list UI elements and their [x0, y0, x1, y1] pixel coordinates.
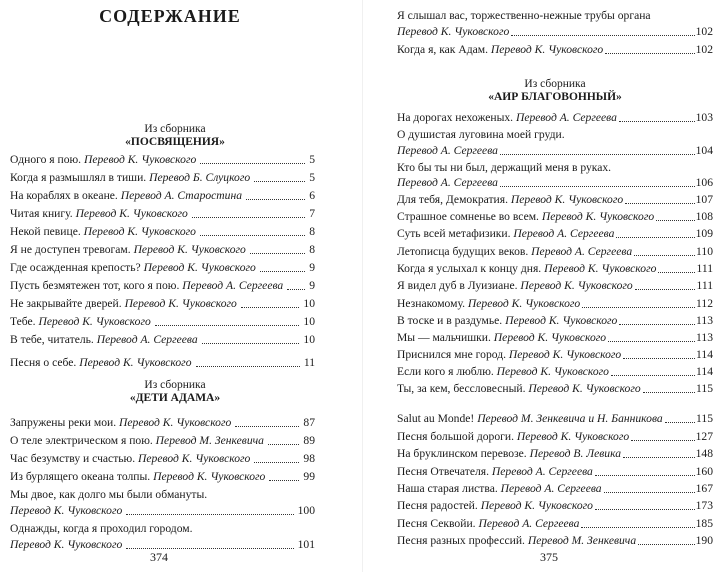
entry-title[interactable]: Однажды, когда я проходил городом. [10, 522, 193, 535]
entry-translator: Перевод А. Сергеева [96, 333, 198, 346]
toc-entry[interactable] [397, 429, 713, 445]
toc-entry[interactable] [10, 503, 315, 519]
toc-entry[interactable] [10, 332, 315, 348]
toc-entry[interactable] [10, 278, 315, 294]
leader-dots [287, 289, 305, 290]
toc-entry[interactable] [397, 143, 713, 159]
entry-page: 110 [696, 245, 713, 258]
entry-title[interactable]: Я слышал вас, торжественно-нежные трубы органа [397, 9, 651, 22]
entry-title: Я видел дуб в Луизиане. [397, 279, 518, 292]
entry-title: Песня разных профессий. [397, 534, 525, 547]
entry-title[interactable]: Кто бы ты ни был, держащий меня в руках. [397, 161, 612, 174]
entry-translator: Перевод К. Чуковского [143, 261, 256, 274]
right-page [363, 0, 725, 572]
leader-dots [126, 514, 293, 515]
leader-dots [611, 375, 695, 376]
entry-title: О теле электрическом я пою. [10, 434, 153, 447]
toc-entry[interactable] [397, 364, 713, 380]
entry-translator: Перевод К. Чуковского [133, 243, 246, 256]
toc-entry[interactable] [10, 224, 315, 240]
entry-translator: Перевод К. Чуковского [397, 25, 510, 38]
entry-translator: Перевод М. Зенкевича [527, 534, 637, 547]
entry-page: 107 [695, 193, 713, 206]
entry-translator: Перевод К. Чуковского [38, 315, 151, 328]
entry-translator: Перевод А. Сергеева [397, 144, 498, 157]
toc-entry[interactable] [397, 42, 713, 58]
entry-title: Час безумству и счастью. [10, 452, 136, 465]
section-from-label: Из сборника [144, 123, 206, 135]
page-number: 374 [150, 550, 168, 564]
section-title: «ДЕТИ АДАМА» [129, 392, 221, 404]
entry-translator: Перевод К. Чуковского [544, 262, 657, 275]
entry-title: Из бурлящего океана толпы. [10, 470, 151, 483]
leader-dots [605, 53, 694, 54]
entry-translator: Перевод К. Чуковского [496, 365, 609, 378]
entry-page: 8 [309, 243, 315, 256]
entry-page: 10 [303, 315, 315, 328]
leader-dots [619, 121, 695, 122]
toc-entry[interactable] [10, 415, 315, 431]
leader-dots [582, 307, 695, 308]
leader-dots [511, 35, 694, 36]
entry-page: 185 [695, 517, 713, 530]
entry-translator: Перевод М. Зенкевича [155, 434, 264, 447]
entry-title: Когда я услыхал к концу дня. [397, 262, 542, 275]
leader-dots [656, 220, 694, 221]
toc-entry[interactable] [10, 242, 315, 258]
entry-title: Наша старая листва. [397, 482, 498, 495]
toc-entry[interactable] [397, 498, 713, 514]
entry-title: Когда я размышлял в тиши. [10, 171, 147, 184]
entry-translator: Перевод К. Чуковского [541, 210, 655, 223]
entry-page: 173 [695, 499, 713, 512]
toc-entry[interactable] [397, 330, 713, 346]
leader-dots [200, 163, 305, 164]
entry-page: 127 [695, 430, 713, 443]
entry-page: 87 [303, 416, 315, 429]
toc-entry[interactable] [10, 170, 315, 186]
entry-page: 109 [695, 227, 713, 240]
entry-page: 8 [309, 225, 315, 238]
entry-page: 6 [309, 189, 315, 202]
entry-page: 11 [303, 356, 315, 369]
section-title: «ПОСВЯЩЕНИЯ» [125, 136, 225, 148]
entry-title: Незнакомому. [397, 297, 465, 310]
entry-title: Я не доступен тревогам. [10, 243, 131, 256]
entry-title: Одного я пою. [10, 153, 82, 166]
entry-page: 114 [696, 348, 713, 361]
entry-title: В тоске и в раздумье. [397, 314, 503, 327]
leader-dots [619, 324, 695, 325]
entry-translator: Перевод К. Чуковского [480, 499, 593, 512]
toc-entry[interactable] [397, 411, 713, 427]
entry-page: 113 [696, 331, 713, 344]
entry-page: 99 [303, 470, 315, 483]
entry-title: Когда я, как Адам. [397, 43, 488, 56]
entry-title: Песня Отвечателя. [397, 465, 489, 478]
leader-dots [634, 255, 695, 256]
entry-title: Приснился мне город. [397, 348, 506, 361]
toc-entry[interactable] [10, 152, 315, 168]
toc-entry[interactable] [397, 244, 713, 260]
entry-title: Для тебя, Демократия. [397, 193, 508, 206]
entry-page: 101 [297, 538, 315, 551]
page-title: СОДЕРЖАНИЕ [99, 6, 241, 26]
toc-entry[interactable] [397, 381, 713, 397]
entry-translator: Перевод А. Сергеева [397, 176, 498, 189]
entry-title: Где осажденная крепость? [10, 261, 141, 274]
entry-translator: Перевод А. Сергеева [500, 482, 602, 495]
entry-page: 106 [695, 176, 713, 189]
entry-title: В тебе, читатель. [10, 333, 94, 346]
leader-dots [638, 544, 694, 545]
entry-translator: Перевод К. Чуковского [508, 348, 622, 361]
entry-page: 100 [297, 504, 315, 517]
leader-dots [643, 392, 695, 393]
leader-dots [658, 272, 695, 273]
entry-translator: Перевод А. Сергеева [182, 279, 284, 292]
toc-entry[interactable] [10, 260, 315, 276]
leader-dots [616, 237, 694, 238]
entry-title: Если кого я люблю. [397, 365, 494, 378]
entry-translator: Перевод К. Чуковского [83, 153, 197, 166]
leader-dots [192, 217, 305, 218]
entry-page: 5 [309, 171, 315, 184]
entry-title: На дорогах нехоженых. [397, 111, 514, 124]
entry-translator: Перевод К. Чуковского [138, 452, 251, 465]
entry-translator: Перевод К. Чуковского [516, 430, 630, 443]
entry-translator: Перевод К. Чуковского [119, 416, 232, 429]
toc-entry[interactable] [397, 313, 713, 329]
entry-title: Песня Секвойи. [397, 517, 476, 530]
section-heading-children-of-adam [10, 379, 340, 405]
leader-dots [254, 181, 305, 182]
entry-translator: Перевод К. Чуковского [467, 297, 581, 310]
leader-dots [665, 422, 695, 423]
entry-page: 114 [696, 365, 713, 378]
entry-translator: Перевод К. Чуковского [528, 382, 641, 395]
toc-entry[interactable] [397, 481, 713, 497]
entry-translator: Перевод К. Чуковского [510, 193, 624, 206]
entry-translator: Перевод К. Чуковского [490, 43, 604, 56]
entry-page: 160 [695, 465, 713, 478]
toc-entry[interactable] [10, 206, 315, 222]
toc-entry[interactable] [397, 296, 713, 312]
leader-dots [623, 358, 695, 359]
entry-title: Ты, за кем, бессловесный. [397, 382, 526, 395]
entry-page: 167 [695, 482, 713, 495]
toc-entry[interactable] [397, 533, 713, 549]
leader-dots [246, 199, 305, 200]
entry-translator: Перевод А. Сергеева [531, 245, 633, 258]
toc-entry[interactable] [397, 175, 713, 191]
entry-translator: Перевод К. Чуковского [153, 470, 266, 483]
entry-page: 89 [303, 434, 315, 447]
entry-title: На кораблях в океане. [10, 189, 118, 202]
leader-dots [250, 253, 305, 254]
leader-dots [595, 509, 695, 510]
leader-dots [604, 492, 695, 493]
toc-entry[interactable] [397, 261, 713, 277]
toc-entry[interactable] [397, 24, 713, 40]
leader-dots [635, 289, 696, 290]
toc-entry[interactable] [397, 110, 713, 126]
toc-entry[interactable] [10, 469, 315, 485]
entry-translator: Перевод А. Сергеева [513, 227, 615, 240]
entry-title: Суть всей метафизики. [397, 227, 511, 240]
leader-dots [608, 341, 695, 342]
entry-title: Песня о себе. [10, 356, 77, 369]
entry-title: Читая книгу. [10, 207, 73, 220]
leader-dots [595, 475, 695, 476]
toc-entry[interactable] [397, 347, 713, 363]
section-heading-calamus [397, 78, 713, 104]
toc-entry[interactable] [10, 314, 315, 330]
leader-dots [500, 154, 695, 155]
entry-title: Пусть безмятежен тот, кого я пою. [10, 279, 180, 292]
entry-translator: Перевод К. Чуковского [124, 297, 237, 310]
entry-title: Страшное сомненье во всем. [397, 210, 539, 223]
entry-page: 7 [309, 207, 315, 220]
entry-title: Песня большой дороги. [397, 430, 514, 443]
entry-title[interactable]: Мы двое, как долго мы были обмануты. [10, 488, 208, 501]
entry-page: 102 [695, 25, 713, 38]
leader-dots [625, 203, 694, 204]
entry-page: 111 [696, 262, 713, 275]
entry-page: 9 [309, 261, 315, 274]
toc-entry[interactable] [397, 278, 713, 294]
leader-dots [623, 457, 695, 458]
toc-entry[interactable] [397, 516, 713, 532]
entry-title: Мы — мальчишки. [397, 331, 491, 344]
leader-dots [155, 325, 300, 326]
leader-dots [241, 307, 300, 308]
entry-page: 10 [303, 297, 315, 310]
entry-page: 108 [695, 210, 713, 223]
section-title: «АИР БЛАГОВОННЫЙ» [488, 91, 622, 103]
toc-entry[interactable] [10, 188, 315, 204]
entry-page: 98 [303, 452, 315, 465]
entry-title: Некой певице. [10, 225, 81, 238]
entry-translator: Перевод К. Чуковского [520, 279, 633, 292]
entry-translator: Перевод А. Сергеева [515, 111, 617, 124]
toc-entry[interactable] [397, 209, 713, 225]
entry-page: 190 [695, 534, 713, 547]
entry-page: 104 [695, 144, 713, 157]
entry-translator: Перевод К. Чуковского [10, 504, 123, 517]
entry-title: Песня радостей. [397, 499, 478, 512]
toc-entry[interactable] [397, 464, 713, 480]
toc-entry[interactable] [397, 226, 713, 242]
page-number: 375 [540, 550, 558, 564]
leader-dots [254, 462, 299, 463]
entry-translator: Перевод М. Зенкевича и Н. Банникова [477, 412, 663, 425]
leader-dots [202, 343, 300, 344]
leader-dots [260, 271, 305, 272]
section-from-label: Из сборника [524, 78, 586, 90]
leader-dots [196, 366, 300, 367]
leader-dots [631, 440, 694, 441]
entry-page: 10 [303, 333, 315, 346]
entry-title: Запружены реки мои. [10, 416, 117, 429]
section-heading-dedications [10, 123, 340, 149]
entry-page: 103 [695, 111, 713, 124]
entry-page: 5 [309, 153, 315, 166]
entry-translator: Перевод К. Чуковского [10, 538, 123, 551]
entry-translator: Перевод К. Чуковского [83, 225, 196, 238]
entry-translator: Перевод К. Чуковского [75, 207, 188, 220]
toc-entry[interactable] [397, 192, 713, 208]
entry-translator: Перевод А. Сергеева [478, 517, 580, 530]
entry-translator: Перевод А. Старостина [120, 189, 243, 202]
entry-page: 112 [696, 297, 713, 310]
entry-page: 115 [696, 412, 713, 425]
leader-dots [269, 480, 299, 481]
entry-title: Salut au Monde! [397, 412, 475, 425]
entry-title: Летописца будущих веков. [397, 245, 529, 258]
entry-title: Тебе. [10, 315, 36, 328]
leader-dots [126, 548, 293, 549]
entry-translator: Перевод К. Чуковского [505, 314, 618, 327]
leader-dots [268, 444, 299, 445]
entry-title: Не закрывайте дверей. [10, 297, 122, 310]
entry-page: 115 [696, 382, 713, 395]
toc-entry[interactable] [10, 433, 315, 449]
toc-entry[interactable] [10, 355, 315, 371]
toc-entry[interactable] [10, 451, 315, 467]
leader-dots [200, 235, 305, 236]
entry-page: 102 [695, 43, 713, 56]
leader-dots [500, 186, 695, 187]
entry-title[interactable]: О душистая луговина моей груди. [397, 128, 565, 141]
left-page [0, 0, 362, 572]
entry-page: 113 [696, 314, 713, 327]
leader-dots [581, 527, 694, 528]
toc-entry[interactable] [397, 446, 713, 462]
entry-page: 148 [695, 447, 713, 460]
entry-page: 9 [309, 279, 315, 292]
entry-translator: Перевод Б. Слуцкого [149, 171, 251, 184]
entry-translator: Перевод К. Чуковского [493, 331, 607, 344]
entry-title: На бруклинском перевозе. [397, 447, 527, 460]
toc-entry[interactable] [10, 296, 315, 312]
entry-translator: Перевод А. Сергеева [491, 465, 593, 478]
section-from-label: Из сборника [144, 379, 206, 391]
entry-translator: Перевод В. Левика [529, 447, 621, 460]
leader-dots [235, 426, 299, 427]
entry-page: 111 [696, 279, 713, 292]
entry-translator: Перевод К. Чуковского [79, 356, 192, 369]
